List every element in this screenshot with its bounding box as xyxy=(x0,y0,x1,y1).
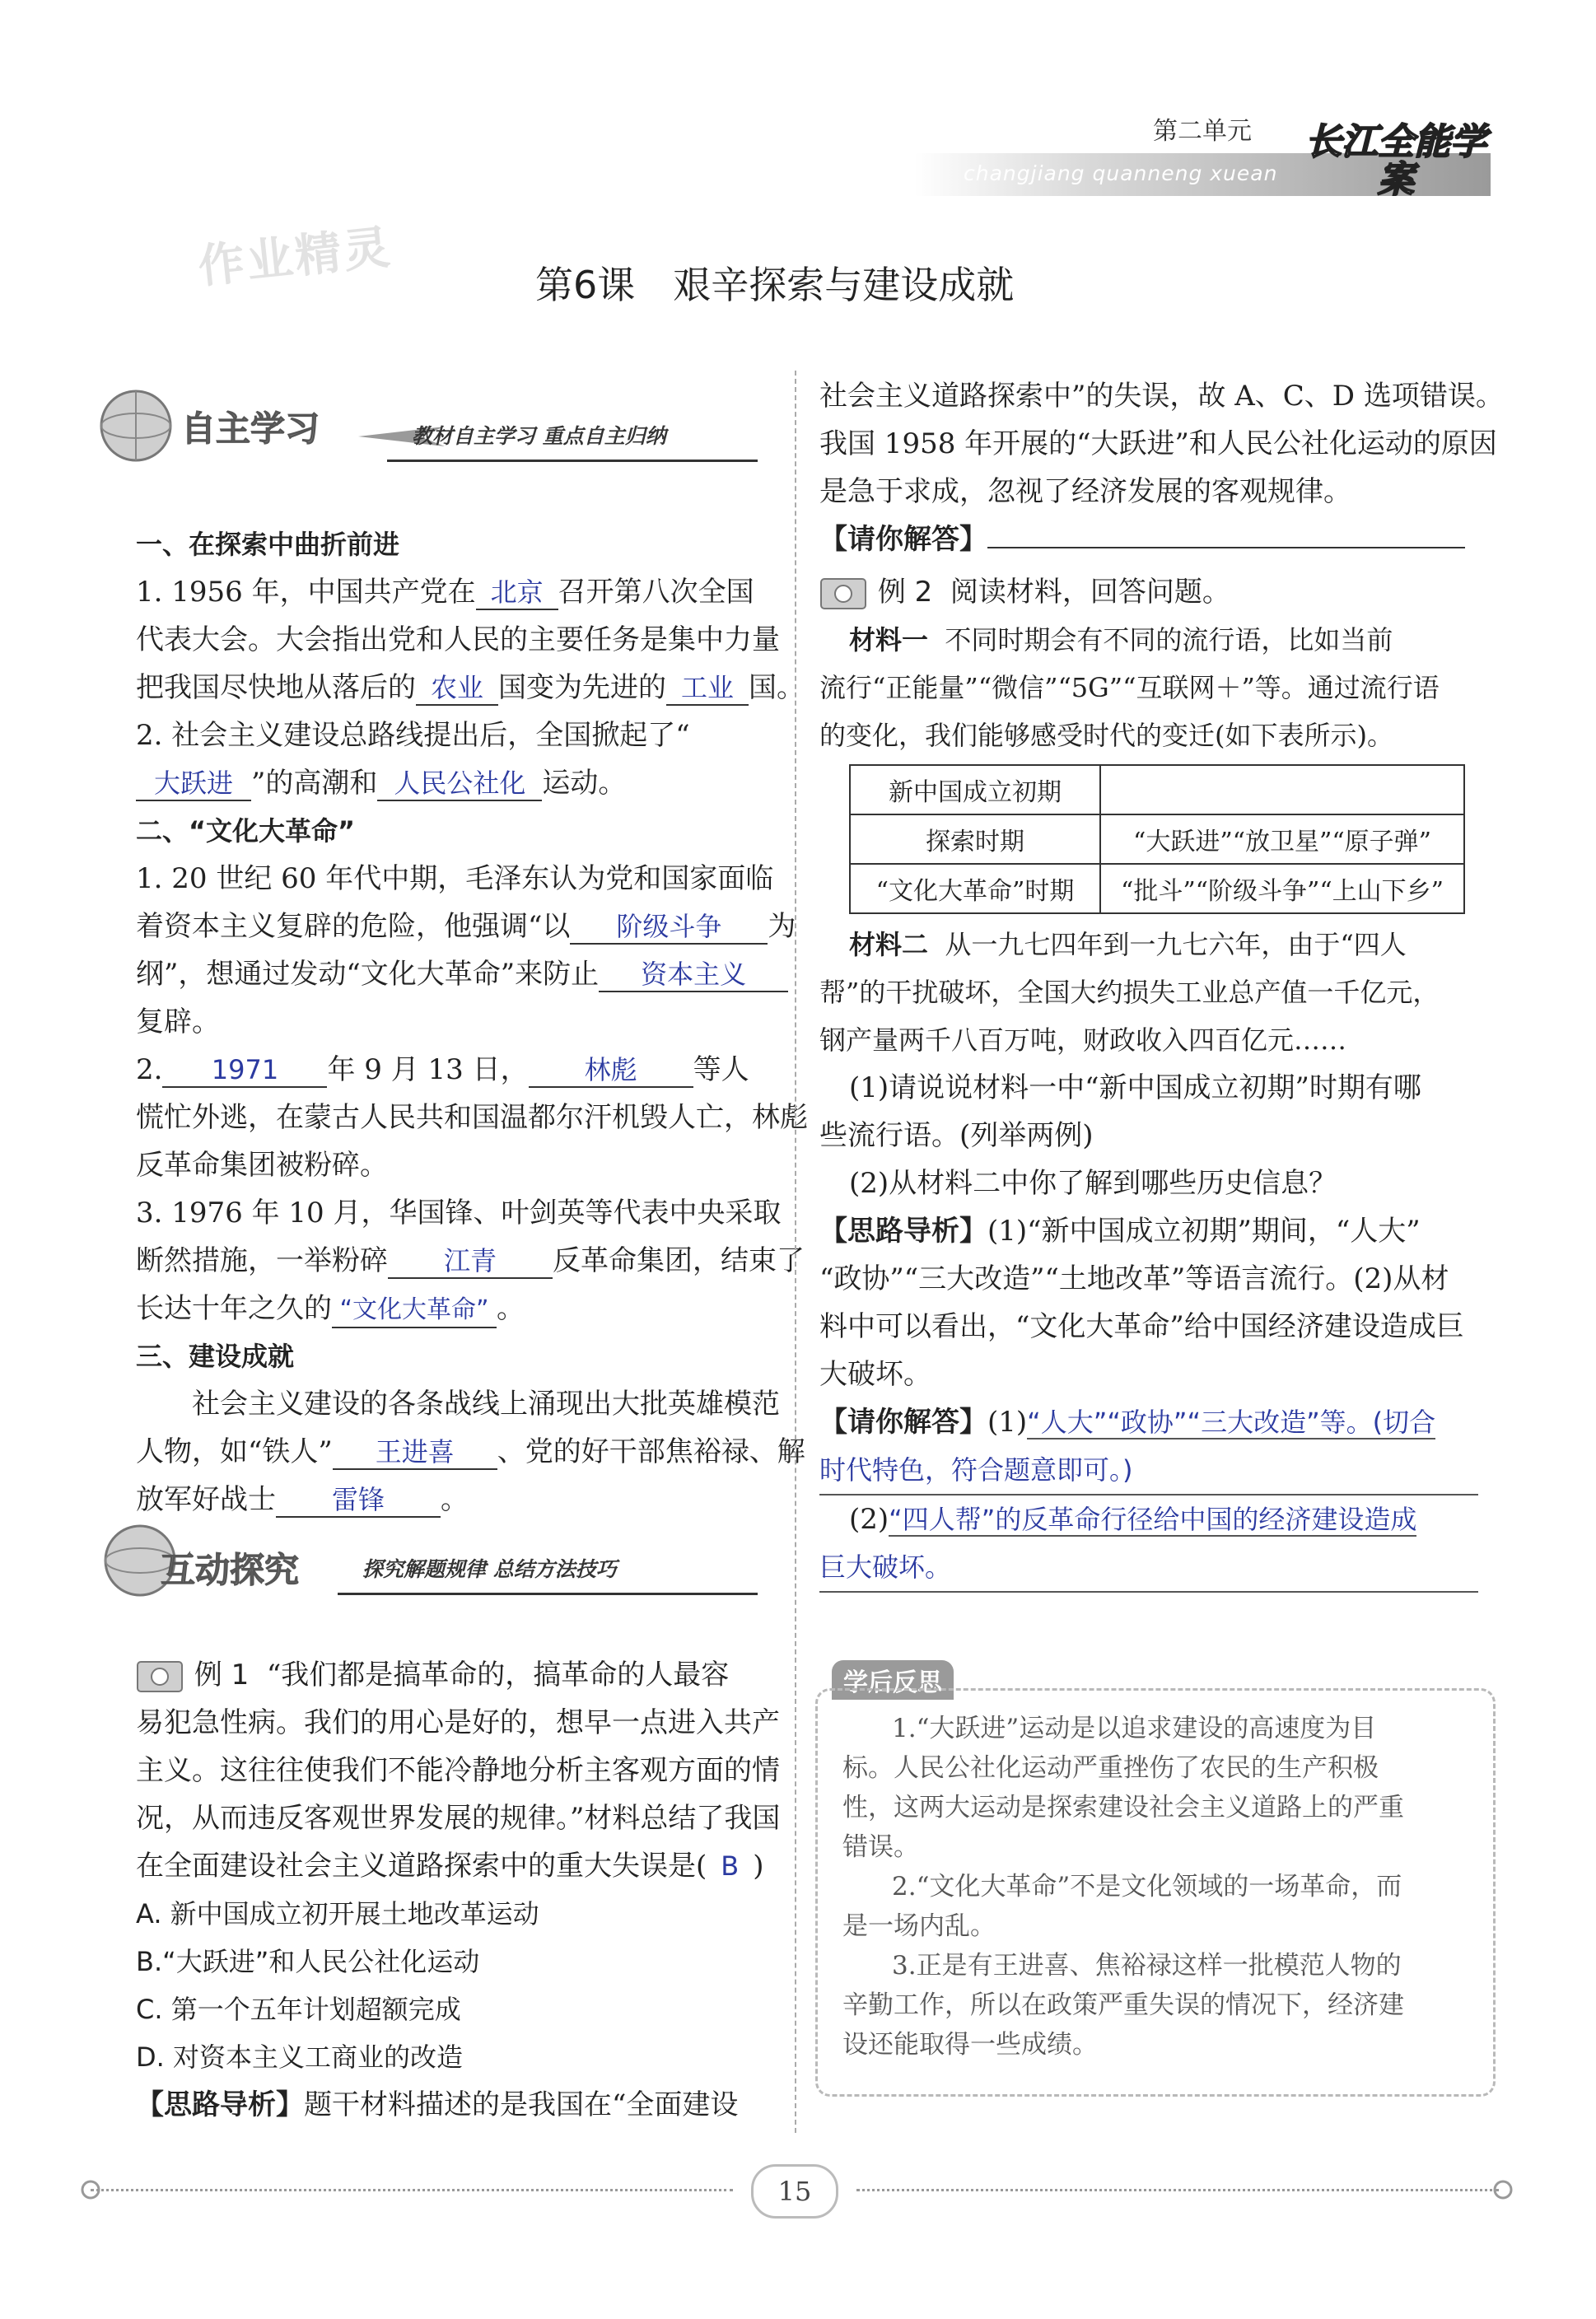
para-3b: 着资本主义复辟的危险，他强调“以 阶级斗争 为 xyxy=(136,910,796,943)
analysis-text: 大破坏。 xyxy=(819,1358,931,1391)
section-title: 自主学习 xyxy=(181,408,320,449)
reflection-line: 辛勤工作，所以在政策严重失误的情况下，经济建 xyxy=(842,1990,1404,2020)
example-1 xyxy=(136,1651,781,2129)
material-1-text: 的变化，我们能够感受时代的变迁(如下表所示)。 xyxy=(819,720,1393,751)
left-column xyxy=(136,520,808,1523)
option-d: D. 对资本主义工商业的改造 xyxy=(136,2041,463,2073)
reflection-line: 3.正是有王进喜、焦裕禄这样一批模范人物的 xyxy=(892,1951,1402,1981)
option-b: B.“大跃进”和人民公社化运动 xyxy=(136,1946,480,1977)
table-row xyxy=(850,864,1464,913)
reflection-line: 设还能取得一些成绩。 xyxy=(842,2030,1098,2060)
answer-blank: 1971 xyxy=(162,1053,327,1088)
reflection-line: 错误。 xyxy=(842,1832,919,1862)
r-text: 社会主义道路探索中”的失误，故 A、C、D 选项错误。 xyxy=(819,380,1504,413)
analysis-line: 【思路导析】(1)“新中国成立初期”期间，“人大” xyxy=(819,1215,1421,1248)
para-6: 社会主义建设的各条战线上涌现出大批英雄模范 xyxy=(192,1388,780,1421)
section-subtitle: 教材自主学习 重点自主归纳 xyxy=(412,424,666,448)
table-cell: “文化大革命”时期 xyxy=(850,864,1100,913)
table-row xyxy=(850,814,1464,864)
answer-blank: 阶级斗争 xyxy=(570,910,768,945)
handwritten-answer: “四人帮”的反革命行径给中国的经济建设造成 xyxy=(889,1504,1417,1535)
answer-blank: 人民公社化 xyxy=(377,767,542,801)
answer-blank: 农业 xyxy=(416,671,498,706)
answer-blank: 雷锋 xyxy=(276,1483,441,1518)
material-2: 材料二 从一九七四年到一九七六年，由于“四人 xyxy=(819,921,1495,968)
question-1: (1)请说说材料一中“新中国成立初期”时期有哪 xyxy=(849,1071,1421,1104)
analysis-text: “政协”“三大改造”“土地改革”等语言流行。(2)从材 xyxy=(819,1262,1449,1295)
footer-rule-right xyxy=(856,2189,1499,2191)
material-label: 材料二 xyxy=(849,929,929,960)
answer-line-2: (2)“四人帮”的反革命行径给中国的经济建设造成 xyxy=(849,1503,1417,1536)
reflection-line: 1.“大跃进”运动是以追求建设的高速度为目 xyxy=(892,1714,1377,1743)
para-4b: 慌忙外逃，在蒙古人民共和国温都尔汗机毁人亡，林彪 xyxy=(136,1101,808,1134)
table-cell xyxy=(1100,765,1464,814)
r-text: 是急于求成，忽视了经济发展的客观规律。 xyxy=(819,475,1351,508)
para-4: 2. 1971 年 9 月 13 日， 林彪 等人 xyxy=(136,1053,749,1086)
answer-blank: 王进喜 xyxy=(333,1435,497,1470)
reflection-text xyxy=(842,1709,1477,2065)
table-row xyxy=(850,765,1464,814)
analysis-label: 【思路导析】 xyxy=(136,2088,304,2121)
material-2-text: 帮”的干扰破坏，全国大约损失工业总产值一千亿元， xyxy=(819,977,1440,1008)
footer-ornament-icon xyxy=(1491,2177,1515,2202)
heading-1: 一、在探索中曲折前进 xyxy=(136,529,400,560)
example-icon xyxy=(819,576,869,612)
section-banner-zizhu xyxy=(91,380,758,471)
question-1b: 些流行语。(列举两例) xyxy=(819,1119,1094,1152)
answer-blank: 资本主义 xyxy=(599,958,788,992)
reflection-tab: 学后反思 xyxy=(832,1660,954,1700)
watermark: 作业精灵 xyxy=(195,220,395,295)
slang-table xyxy=(849,764,1465,914)
para-5c: 长达十年之久的 “文化大革命” 。 xyxy=(136,1285,778,1332)
handwritten-answer: 巨大破坏。 xyxy=(819,1543,1478,1593)
answer-blank: 工业 xyxy=(666,671,749,706)
analysis-text: 料中可以看出，“文化大革命”给中国经济建设造成巨 xyxy=(819,1310,1464,1343)
example-label: 例 1 xyxy=(194,1659,250,1691)
reflection-line: 2.“文化大革命”不是文化领域的一场革命，而 xyxy=(892,1872,1402,1901)
answer-line-1b xyxy=(819,1446,1495,1495)
page-title: 第6课 艰辛探索与建设成就 xyxy=(535,263,1015,307)
heading-3: 三、建设成就 xyxy=(136,1341,295,1372)
unit-label: 第二单元 xyxy=(1153,117,1252,146)
handwritten-answer: “人大”“政协”“三大改造”等。(切合 xyxy=(1027,1407,1436,1438)
answer-blank: 大跃进 xyxy=(136,767,251,801)
para-5: 3. 1976 年 10 月，华国锋、叶剑英等代表中央采取 xyxy=(136,1197,782,1229)
para-6b: 人物，如“铁人” 王进喜 、党的好干部焦裕禄、解 xyxy=(136,1435,805,1468)
example-1-text: 易犯急性病。我们的用心是好的，想早一点进入共产 xyxy=(136,1706,780,1739)
section-underline xyxy=(387,460,758,462)
table-cell: “大跃进”“放卫星”“原子弹” xyxy=(1100,814,1464,864)
footer-ornament-icon xyxy=(78,2177,103,2202)
para-2: 2. 社会主义建设总路线提出后，全国掀起了“ xyxy=(136,719,690,752)
r-text: 我国 1958 年开展的“大跃进”和人民公社化运动的原因 xyxy=(819,427,1497,460)
para-1c: 把我国尽快地从落后的 农业 国变为先进的 工业 国。 xyxy=(136,671,805,704)
brand-logo: 长江全能学案 xyxy=(1305,121,1486,201)
para-1b: 代表大会。大会指出党和人民的主要任务是集中力量 xyxy=(136,623,780,656)
material-1: 材料一 不同时期会有不同的流行语，比如当前 xyxy=(819,616,1495,664)
example-icon xyxy=(136,1659,185,1695)
answer-blank xyxy=(987,547,1465,548)
heading-2: 二、“文化大革命” xyxy=(136,815,356,847)
para-3d: 复辟。 xyxy=(136,1006,220,1038)
para-3c: 纲”，想通过发动“文化大革命”来防止 资本主义 xyxy=(136,950,778,998)
page-number: 15 xyxy=(751,2164,838,2219)
table-cell: 探索时期 xyxy=(850,814,1100,864)
choice-answer: B xyxy=(721,1850,740,1882)
para-1: 1. 1956 年，中国共产党在 北京 召开第八次全国 xyxy=(136,576,754,609)
column-divider xyxy=(795,371,796,2133)
reflection-box xyxy=(815,1688,1496,2097)
example-1-line: 例 1 “我们都是搞革命的，搞革命的人最容 xyxy=(136,1651,778,1699)
section-underline xyxy=(338,1593,758,1595)
material-1-text: 流行“正能量”“微信”“5G”“互联网＋”等。通过流行语 xyxy=(819,672,1440,703)
answer-blank: “文化大革命” xyxy=(332,1294,497,1328)
para-5b: 断然措施，一举粉碎 江青 反革命集团，结束了 xyxy=(136,1244,805,1277)
table-cell: “批斗”“阶级斗争”“上山下乡” xyxy=(1100,864,1464,913)
section-title: 互动探究 xyxy=(161,1550,300,1590)
example-label: 例 2 xyxy=(877,576,933,609)
para-3: 1. 20 世纪 60 年代中期，毛泽东认为党和国家面临 xyxy=(136,862,774,895)
footer-rule-left xyxy=(91,2189,733,2191)
material-label: 材料一 xyxy=(849,624,929,656)
analysis-label: 【思路导析】 xyxy=(819,1215,987,1248)
question-2: (2)从材料二中你了解到哪些历史信息？ xyxy=(849,1167,1337,1200)
answer-line-1: 【请你解答】(1)“人大”“政协”“三大改造”等。(切合 xyxy=(819,1406,1436,1439)
example-1-text: 主义。这往往使我们不能冷静地分析主客观方面的情 xyxy=(136,1754,780,1787)
reflection-line: 性，这两大运动是探索建设社会主义道路上的严重 xyxy=(842,1793,1404,1822)
reflection-line: 是一场内乱。 xyxy=(842,1911,996,1941)
analysis-line: 【思路导析】题干材料描述的是我国在“全面建设 xyxy=(136,2088,739,2121)
answer-label: 【请你解答】 xyxy=(819,1406,987,1439)
section-subtitle: 探究解题规律 总结方法技巧 xyxy=(362,1557,617,1581)
reflection-line: 标。人民公社化运动严重挫伤了农民的生产积极 xyxy=(842,1753,1379,1783)
answer-label: 【请你解答】 xyxy=(819,523,987,556)
table-cell: 新中国成立初期 xyxy=(850,765,1100,814)
brand-pinyin: changjiang quanneng xuean xyxy=(964,161,1278,185)
section-banner-hudong xyxy=(91,1515,758,1606)
option-a: A. 新中国成立初开展土地改革运动 xyxy=(136,1898,539,1929)
para-4c: 反革命集团被粉碎。 xyxy=(136,1149,388,1182)
answer-blank: 林彪 xyxy=(529,1053,693,1088)
option-c: C. 第一个五年计划超额完成 xyxy=(136,1994,461,2025)
answer-blank: 江青 xyxy=(388,1244,553,1279)
handwritten-answer: 时代特色，符合题意即可。) xyxy=(819,1446,1478,1495)
material-2-text: 钢产量两千八百万吨，财政收入四百亿元…… xyxy=(819,1024,1347,1056)
right-column xyxy=(819,372,1504,1593)
answer-blank: 北京 xyxy=(476,576,558,610)
example-1-text: 在全面建设社会主义道路探索中的重大失误是( B ) xyxy=(136,1842,778,1890)
answer-line xyxy=(819,516,1495,563)
globe-icon xyxy=(91,380,181,471)
example-2-line: 例 2 阅读材料，回答问题。 xyxy=(819,568,1495,616)
answer-line-2b xyxy=(819,1543,1495,1593)
example-1-text: 况，从而违反客观世界发展的规律。”材料总结了我国 xyxy=(136,1802,781,1835)
para-6c: 放军好战士 雷锋 。 xyxy=(136,1483,469,1516)
para-2b: 大跃进 ”的高潮和 人民公社化 运动。 xyxy=(136,759,778,807)
